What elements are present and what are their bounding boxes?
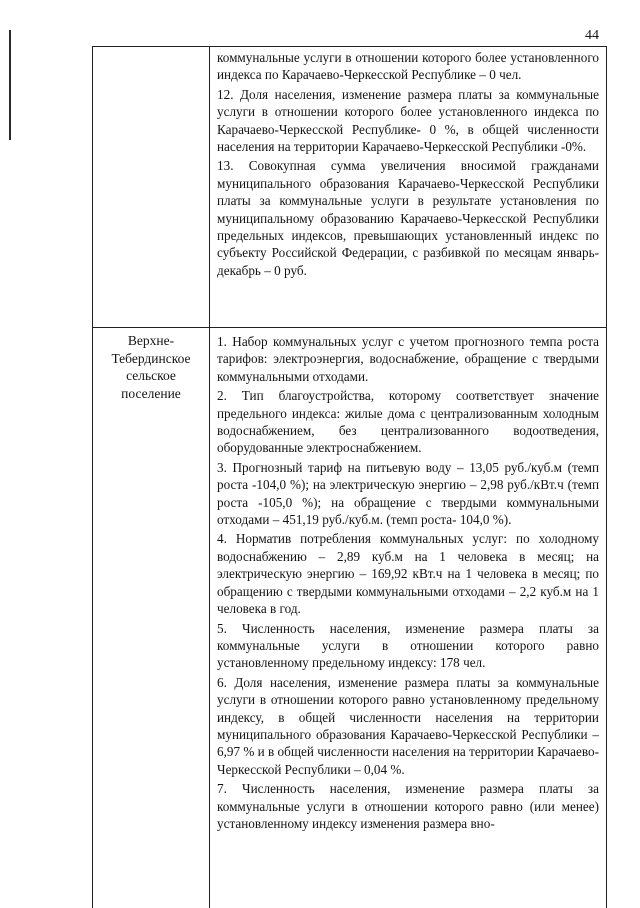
column-divider	[209, 47, 210, 908]
row-2-item-6: 6. Доля населения, изменение размера платы за коммунальные услуги в отношении которого равно установленному предельному индексу, в общей численности населения на территории муниципального образования Карачаево-Черкесской Республики – 6,97 % и в общей численности населения на территории Карачаево-Черкесской Республики – 0,04 %.	[217, 674, 599, 777]
row-2-item-7: 7. Численность населения, изменение размера платы за коммунальные услуги в отношении которого равно (или менее) установленному индексу изменения размера вно-	[217, 781, 599, 831]
row-1-content	[217, 49, 599, 281]
row-2-item-2: 2. Тип благоустройства, которому соответствует значение предельного индекса: жилые дома с централизованным холодным водоснабжением, без централизованного водоотведения, оборудованные электроснабжением.	[217, 388, 599, 456]
row-2-content	[217, 333, 599, 834]
municipality-name: Верхне-Тебердинское сельское поселение	[111, 333, 191, 401]
margin-binding-line	[9, 30, 11, 140]
row-1-item-continuation: коммунальные услуги в отношении которого более установленного индекса по Карачаево-Черкесской Республике – 0 чел.	[217, 50, 599, 83]
document-table	[92, 46, 607, 908]
row-2-item-4: 4. Норматив потребления коммунальных услуг: по холодному водоснабжению – 2,89 куб.м на 1 человека в месяц; на электрическую энергию – 169,92 кВт.ч на 1 человека в месяц; по обращению с твердыми коммунальными отходами – 2,2 куб.м на 1 человека в год.	[217, 531, 599, 617]
row-1-item-12: 12. Доля населения, изменение размера платы за коммунальные услуги в отношении которого более установленного индекса по Карачаево-Черкесской Республике- 0 %, в общей численности населения на территории Карачаево-Черкесской Республики -0%.	[217, 86, 599, 155]
row-2-item-5: 5. Численность населения, изменение размера платы за коммунальные услуги в отношении которого равно установленному предельному индексу: 178 чел.	[217, 620, 599, 671]
row-2-item-1: 1. Набор коммунальных услуг с учетом прогнозного темпа роста тарифов: электроэнергия, водоснабжение, обращение с твердыми коммунальными отходами.	[217, 334, 599, 384]
row-1-item-13: 13. Совокупная сумма увеличения вносимой гражданами муниципального образования Карачаево-Черкесской Республики платы за коммунальные услуги в результате установления по муниципальному образованию Карачаево-Черкесской Республики предельных индексов, превышающих установленный индекс по субъекту Российской Федерации, с разбивкой по месяцам январь-декабрь – 0 руб.	[217, 158, 599, 278]
row-2-item-3: 3. Прогнозный тариф на питьевую воду – 13,05 руб./куб.м (темп роста -104,0 %); на электрическую энергию – 2,98 руб./кВт.ч (темп роста -105,0 %); на обращение с твердыми коммунальными отходами – 451,19 руб./куб.м. (темп роста- 104,0 %).	[217, 459, 599, 528]
page-number: 44	[585, 28, 599, 43]
row-divider	[93, 327, 606, 328]
